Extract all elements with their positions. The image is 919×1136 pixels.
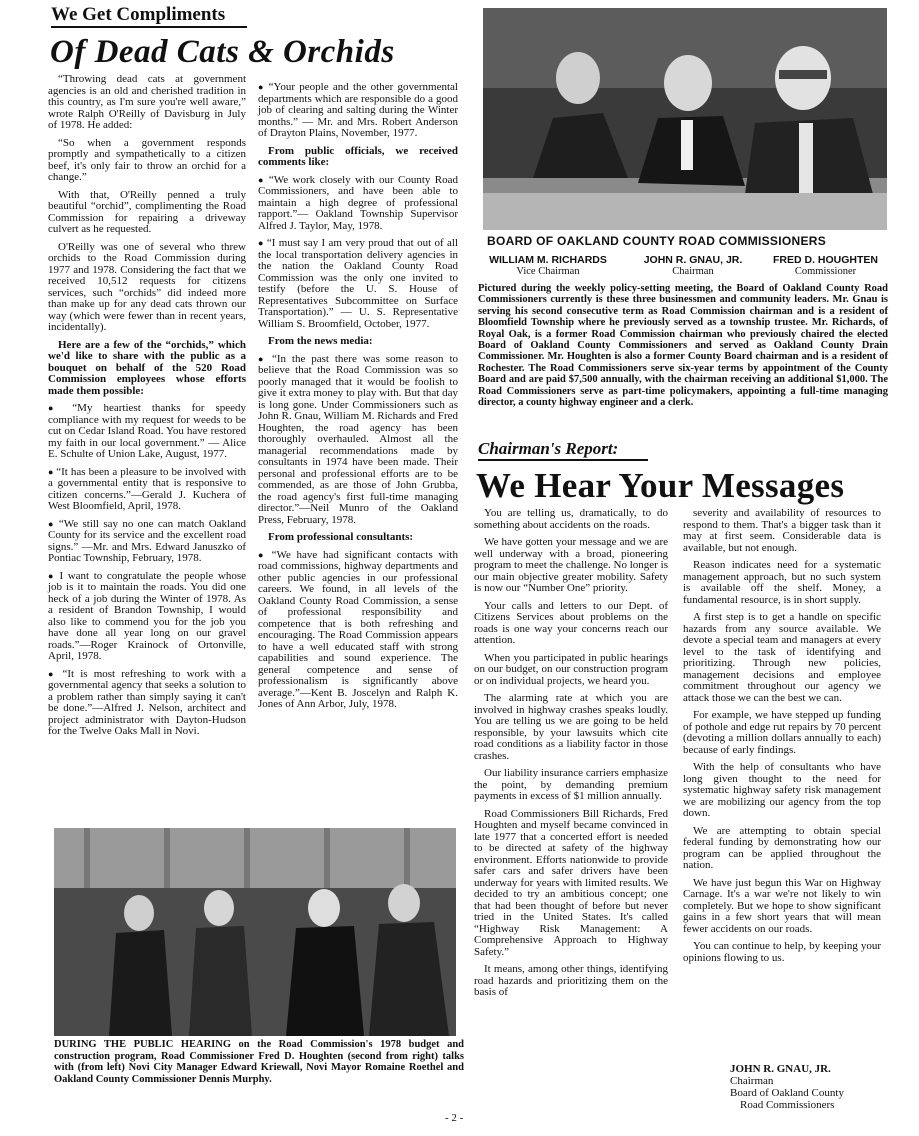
signature-org: Board of Oakland County — [730, 1087, 844, 1099]
paragraph: We have just begun this War on Highway Carnage. It's a war we're not likely to win completely. But we hope to show significant gains in a few short years that will mean fewer accidents on our roads. — [683, 876, 881, 935]
signature-title: Chairman — [730, 1075, 774, 1087]
commissioner-title: Chairman — [672, 266, 714, 277]
paragraph: Here are a few of the “orchids,” which we'd like to share with the public as a bouquet on behalf of the 520 Road Commission employees whose efforts made them possible: — [48, 338, 246, 397]
commissioner-3 — [763, 254, 888, 277]
paragraph: With that, O'Reilly penned a truly beautiful “orchid”, complimenting the Road Commission for repairing a driveway culvert as he requested. — [48, 188, 246, 235]
paragraph: You can continue to help, by keeping your opinions flowing to us. — [683, 940, 881, 964]
paragraph: From public officials, we received comments like: — [258, 144, 458, 168]
paragraph: We are attempting to obtain special federal funding by demonstrating how our program can be applied throughout the nation. — [683, 824, 881, 871]
paragraph: severity and availability of resources to respond to them. That's a bigger task than it may at first seem. Considerable data is available, but not enough. — [683, 507, 881, 554]
paragraph: With the help of consultants who have long given thought to the need for systematic highway safety risk management we are mobilizing our agency from the top down. — [683, 761, 881, 819]
paragraph: Your calls and letters to our Dept. of Citizens Services about problems on the roads is one way your concerns reach our attention. — [474, 599, 668, 646]
paragraph: You are telling us, dramatically, to do something about accidents on the roads. — [474, 507, 668, 531]
paragraph: From professional consultants: — [268, 531, 414, 543]
paragraph: ● “We have had significant contacts with road commissions, highway departments and other public agencies in our professional careers. We found, in all levels of the Oakland County Road Commission, a sense of professional responsibility and competence that is both refreshing and encouraging. The Road Commission appears to have a well educated staff with strong capabilities and sound experience. The general competence and sense of professionalism is significantly above average.”—Kent B. Joscelyn and Ralph K. Jones of Ann Arbor, July, 1978. — [258, 550, 458, 711]
paragraph: Our liability insurance carriers emphasize the point, by demanding premium payments in excess of $1 million annually. — [474, 767, 668, 802]
paragraph: O'Reilly was one of several who threw orchids to the Road Commission during 1977 and 1978. Considering the fact that we received 10,512 requests for citizens services, such “orchids” did indeed more than make up for any dead cats thrown our way (which were fewer than in recent years, incidentally). — [48, 240, 246, 333]
paragraph: ● “My heartiest thanks for speedy compliance with my request for weeds to be cut on Cedar Island Road. You have restored my faith in our local government.” — Alice E. Schulte of Union Lake, August, 1977. — [48, 403, 246, 461]
commissioner-title: Commissioner — [794, 266, 857, 277]
paragraph: A first step is to get a handle on specific hazards from any source available. We devote a special team and managers at every level to the task of identifying and prioritizing. Through new policies, management decisions and employee commitment throughout our agency we attack those we can the best we can. — [683, 611, 881, 704]
signature-org-2: Road Commissioners — [740, 1099, 835, 1111]
paragraph: “So when a government responds promptly and sympathetically to a citizen beef, it's only fair to throw an orchid for a change.” — [48, 136, 246, 183]
commissioner-name: WILLIAM M. RICHARDS — [489, 254, 607, 266]
paragraph: “Throwing dead cats at government agencies is an old and cherished tradition in this country, as I'm sure you're well aware,” wrote Ralph O'Reilly of Davisburg in July of 1978. He added: — [48, 73, 246, 131]
commissioner-1 — [478, 254, 618, 277]
paragraph: ● “In the past there was some reason to believe that the Road Commission was so poorly managed that it would be foolish to give it extra money to play with. But that day is long gone. Under Commissioners such as John R. Gnau, William M. Richards and Fred Houghten, the road agency has been thoroughly overhauled. Almost all the managerial recommendations made by consultants in 1974 have been made. Their personal and professional efforts are to be commended, as are those of John Grubba, the road agency's first full-time managing director.”—Neil Munro of the Oakland Press, February, 1978. — [258, 354, 458, 527]
column-1 — [48, 74, 246, 744]
paragraph: Road Commissioners Bill Richards, Fred Houghten and myself became convinced in late 1977 that a concerted effort is needed to be directed at safety of the highway environment. Efforts nationwide to provide safer cars and safer drivers have been underway for years with limited results. We decided to try an ambitious concept; one that had been thought of before but never tried in the United States. It's called “Highway Risk Management: A Comprehensive Approach to Highway Safety.” — [474, 807, 668, 958]
report-label: Chairman's Report: — [478, 439, 648, 461]
paragraph: It means, among other things, identifying road hazards and prioritizing them on the basis of — [474, 963, 668, 998]
paragraph: ● “It has been a pleasure to be involved with a governmental entity that is responsive to citizen concerns.”—Gerald J. Kuchera of West Bloomfield, April, 1978. — [48, 467, 246, 513]
paragraph: ● “I must say I am very proud that out of all the local transportation delivery agencies in the nation the Oakland County Road Commission was the only one invited to testify (before the U. S. House of Representatives Subcommittee on Surface Transportation).” — U. S. Representative William S. Broomfield, October, 1977. — [258, 238, 458, 330]
column-3 — [474, 508, 668, 1005]
hearing-photo — [54, 828, 456, 1036]
board-caption-title: BOARD OF OAKLAND COUNTY ROAD COMMISSIONERS — [487, 234, 827, 248]
paragraph: ● “We still say no one can match Oakland County for its service and the excellent road signs.” —Mr. and Mrs. Edward Januszko of Pontiac Township, February, 1978. — [48, 519, 246, 565]
report-headline: We Hear Your Messages — [476, 466, 845, 505]
paragraph: ● “Your people and the other governmental departments which are responsible do a good job of clearing and salting during the Winter months.” — Mr. and Mrs. Robert Anderson of Drayton Plains, November, 1977. — [258, 82, 458, 140]
paragraph: ● “It is most refreshing to work with a governmental agency that seeks a solution to a problem rather than simply saying it can't be done.”—Alfred J. Nelson, architect and project administrator with Dayton-Hudson for the Twelve Oaks Mall in Novi. — [48, 669, 246, 738]
board-caption: Pictured during the weekly policy-setting meeting, the Board of Oakland County Road Commissioners currently is these three businessmen and community leaders. Mr. Gnau is serving his second consecutive term as Road Commission chairman and is a resident of Bloomfield Township where he previously served as a township trustee. Mr. Richards, of Royal Oak, is a former Road Commission chairman who previously chaired the elected Board of Oakland County Commissioners and served as Oakland County Drain Commissioner. Mr. Houghten is also a former County Board chairman and is a resident of Rochester. The Road Commissioners serve six-year terms by appointment of the County Board and are paid $7,500 annually, with the chairman receiving an additional $1,000. The Road Commissioners serve as part-time policymakers, appointing a full-time managing director, a county highway engineer and a clerk. — [478, 283, 888, 409]
signature-block — [730, 1063, 844, 1111]
paragraph: ● I want to congratulate the people whose job is it to maintain the roads. You did one heck of a job during the Winter of 1978. As a resident of Brandon Township, I would also like to commend you for the job you have done all year long on our gravel roads.”—Roger Krainock of Ortonville, April, 1978. — [48, 571, 246, 663]
paragraph: Reason indicates need for a systematic management approach, but no such system is available off the shelf. Money, a fundamental resource, is in short supply. — [683, 559, 881, 606]
paragraph: We have gotten your message and we are well underway with a broad, pioneering program to meet the challenge. No longer is our main objective greater mobility. Safety is now our “Number One” priority. — [474, 536, 668, 594]
paragraph: When you participated in public hearings on our budget, on our construction program or on individual projects, we heard you. — [474, 651, 668, 687]
column-2 — [258, 82, 458, 717]
commissioner-name: JOHN R. GNAU, JR. — [643, 254, 743, 266]
paragraph: The alarming rate at which you are involved in highway crashes speaks loudly. You are telling us we are going to be held responsible, by your lawsuits which cite road conditions as a liability factor in those crashes. — [474, 692, 668, 762]
commissioner-title: Vice Chairman — [516, 266, 580, 277]
paragraph: From the news media: — [268, 335, 373, 347]
commissioner-2 — [628, 254, 758, 277]
paragraph: ● “We work closely with our County Road Commissioners, and have been able to maintain a high degree of professional rapport.”— Oakland Township Supervisor Alfred J. Taylor, May, 1978. — [258, 175, 458, 233]
paragraph: For example, we have stepped up funding of pothole and edge rut repairs by 70 percent (devoting a million dollars annually to each) because of early findings. — [683, 709, 881, 756]
column-4 — [683, 508, 881, 970]
board-photo — [483, 8, 887, 230]
commissioner-name: FRED D. HOUGHTEN — [773, 254, 878, 266]
signature-name: JOHN R. GNAU, JR. — [730, 1063, 831, 1075]
page-number: - 2 - — [445, 1112, 464, 1124]
article-headline: Of Dead Cats & Orchids — [50, 34, 395, 70]
hearing-caption: DURING THE PUBLIC HEARING on the Road Commission's 1978 budget and construction program, Road Commissioner Fred D. Houghten (second from right) talks with (from left) Novi City Manager Edward Kriewall, Novi Mayor Romaine Roethel and Oakland County Commissioner Dennis Murphy. — [54, 1039, 464, 1085]
section-kicker: We Get Compliments — [51, 4, 247, 28]
